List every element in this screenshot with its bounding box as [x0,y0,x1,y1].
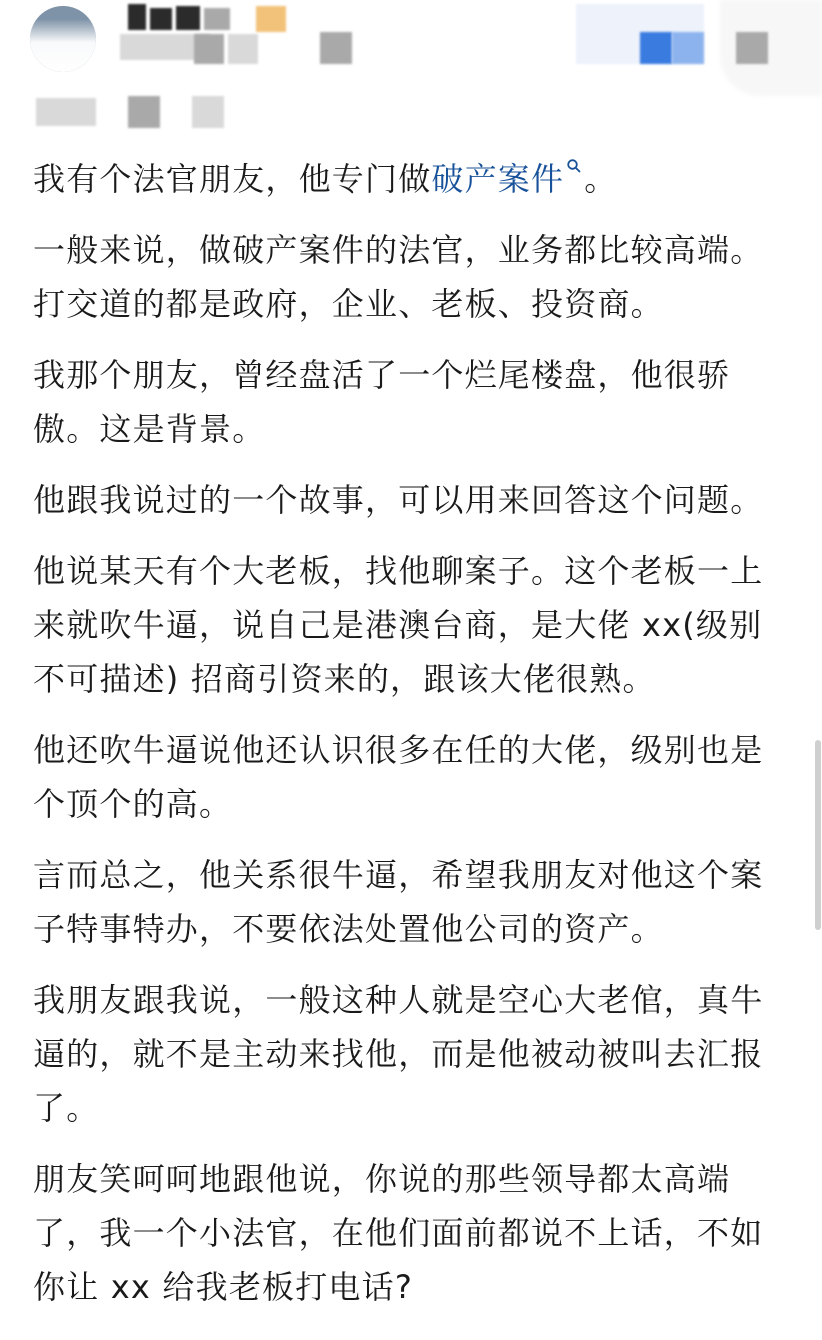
paragraph-text: 我有个法官朋友，他专门做 [33,160,432,198]
blurred-meta-block [36,98,96,126]
paragraph-text: 我那个朋友，曾经盘活了一个烂尾楼盘，他很骄 [33,356,731,394]
blurred-username-block [128,4,146,30]
paragraph-text: 逼的，就不是主动来找他，而是他被动被叫去汇报 [33,1035,764,1073]
blurred-bio-block [320,32,352,64]
paragraph [33,152,803,206]
paragraph-text: 傲。这是背景。 [33,410,266,448]
scrollbar-thumb[interactable] [815,740,821,930]
paragraph-text: 言而总之，他关系很牛逼，希望我朋友对他这个案 [33,856,764,894]
paragraph [33,544,803,706]
paragraph [33,1152,803,1314]
paragraph-text: 你让 xx 给我老板打电话? [33,1268,414,1306]
paragraph-text: 打交道的都是政府，企业、老板、投资商。 [33,285,664,323]
blurred-side-block [736,32,768,64]
paragraph [33,973,803,1135]
search-icon[interactable] [566,152,584,188]
paragraph-text: 他还吹牛逼说他还认识很多在任的大佬，级别也是 [33,731,764,769]
paragraph-text: 他说某天有个大老板，找他聊案子。这个老板一上 [33,552,764,590]
post-body [33,152,803,1331]
blurred-follow-button-block [672,32,704,64]
paragraph-text: 来就吹牛逼，说自己是港澳台商，是大佬 xx(级别 [33,606,763,644]
inline-search-link[interactable]: 破产案件 [431,160,565,198]
paragraph [33,223,803,331]
paragraph-text: 我朋友跟我说，一般这种人就是空心大老倌，真牛 [33,981,764,1019]
avatar[interactable] [30,6,96,72]
blurred-follow-button-block [640,32,672,64]
paragraph-text: 了。 [33,1089,100,1127]
paragraph [33,473,803,527]
paragraph [33,723,803,831]
paragraph-text: 他跟我说过的一个故事，可以用来回答这个问题。 [33,481,764,519]
paragraph-text: 。 [584,160,618,198]
blurred-meta-block [128,96,160,128]
blurred-username-block [176,6,200,30]
avatar-fade [30,6,96,72]
post-header [0,0,822,140]
paragraph [33,848,803,956]
blurred-bio-block [228,34,258,64]
blurred-meta-block [192,96,224,128]
paragraph-text: 朋友笑呵呵地跟他说，你说的那些领导都太高端 [33,1160,731,1198]
blurred-username-block [150,8,172,30]
blurred-username-block [204,8,230,30]
paragraph-text: 一般来说，做破产案件的法官，业务都比较高端。 [33,231,764,269]
paragraph-text: 了，我一个小法官，在他们面前都说不上话，不如 [33,1214,764,1252]
blurred-badge-block [256,6,286,32]
paragraph [33,348,803,456]
paragraph-text: 个顶个的高。 [33,785,233,823]
paragraph-text: 不可描述) 招商引资来的，跟该大佬很熟。 [33,660,656,698]
paragraph-text: 子特事特办，不要依法处置他公司的资产。 [33,910,664,948]
blurred-bio-block [194,34,224,64]
